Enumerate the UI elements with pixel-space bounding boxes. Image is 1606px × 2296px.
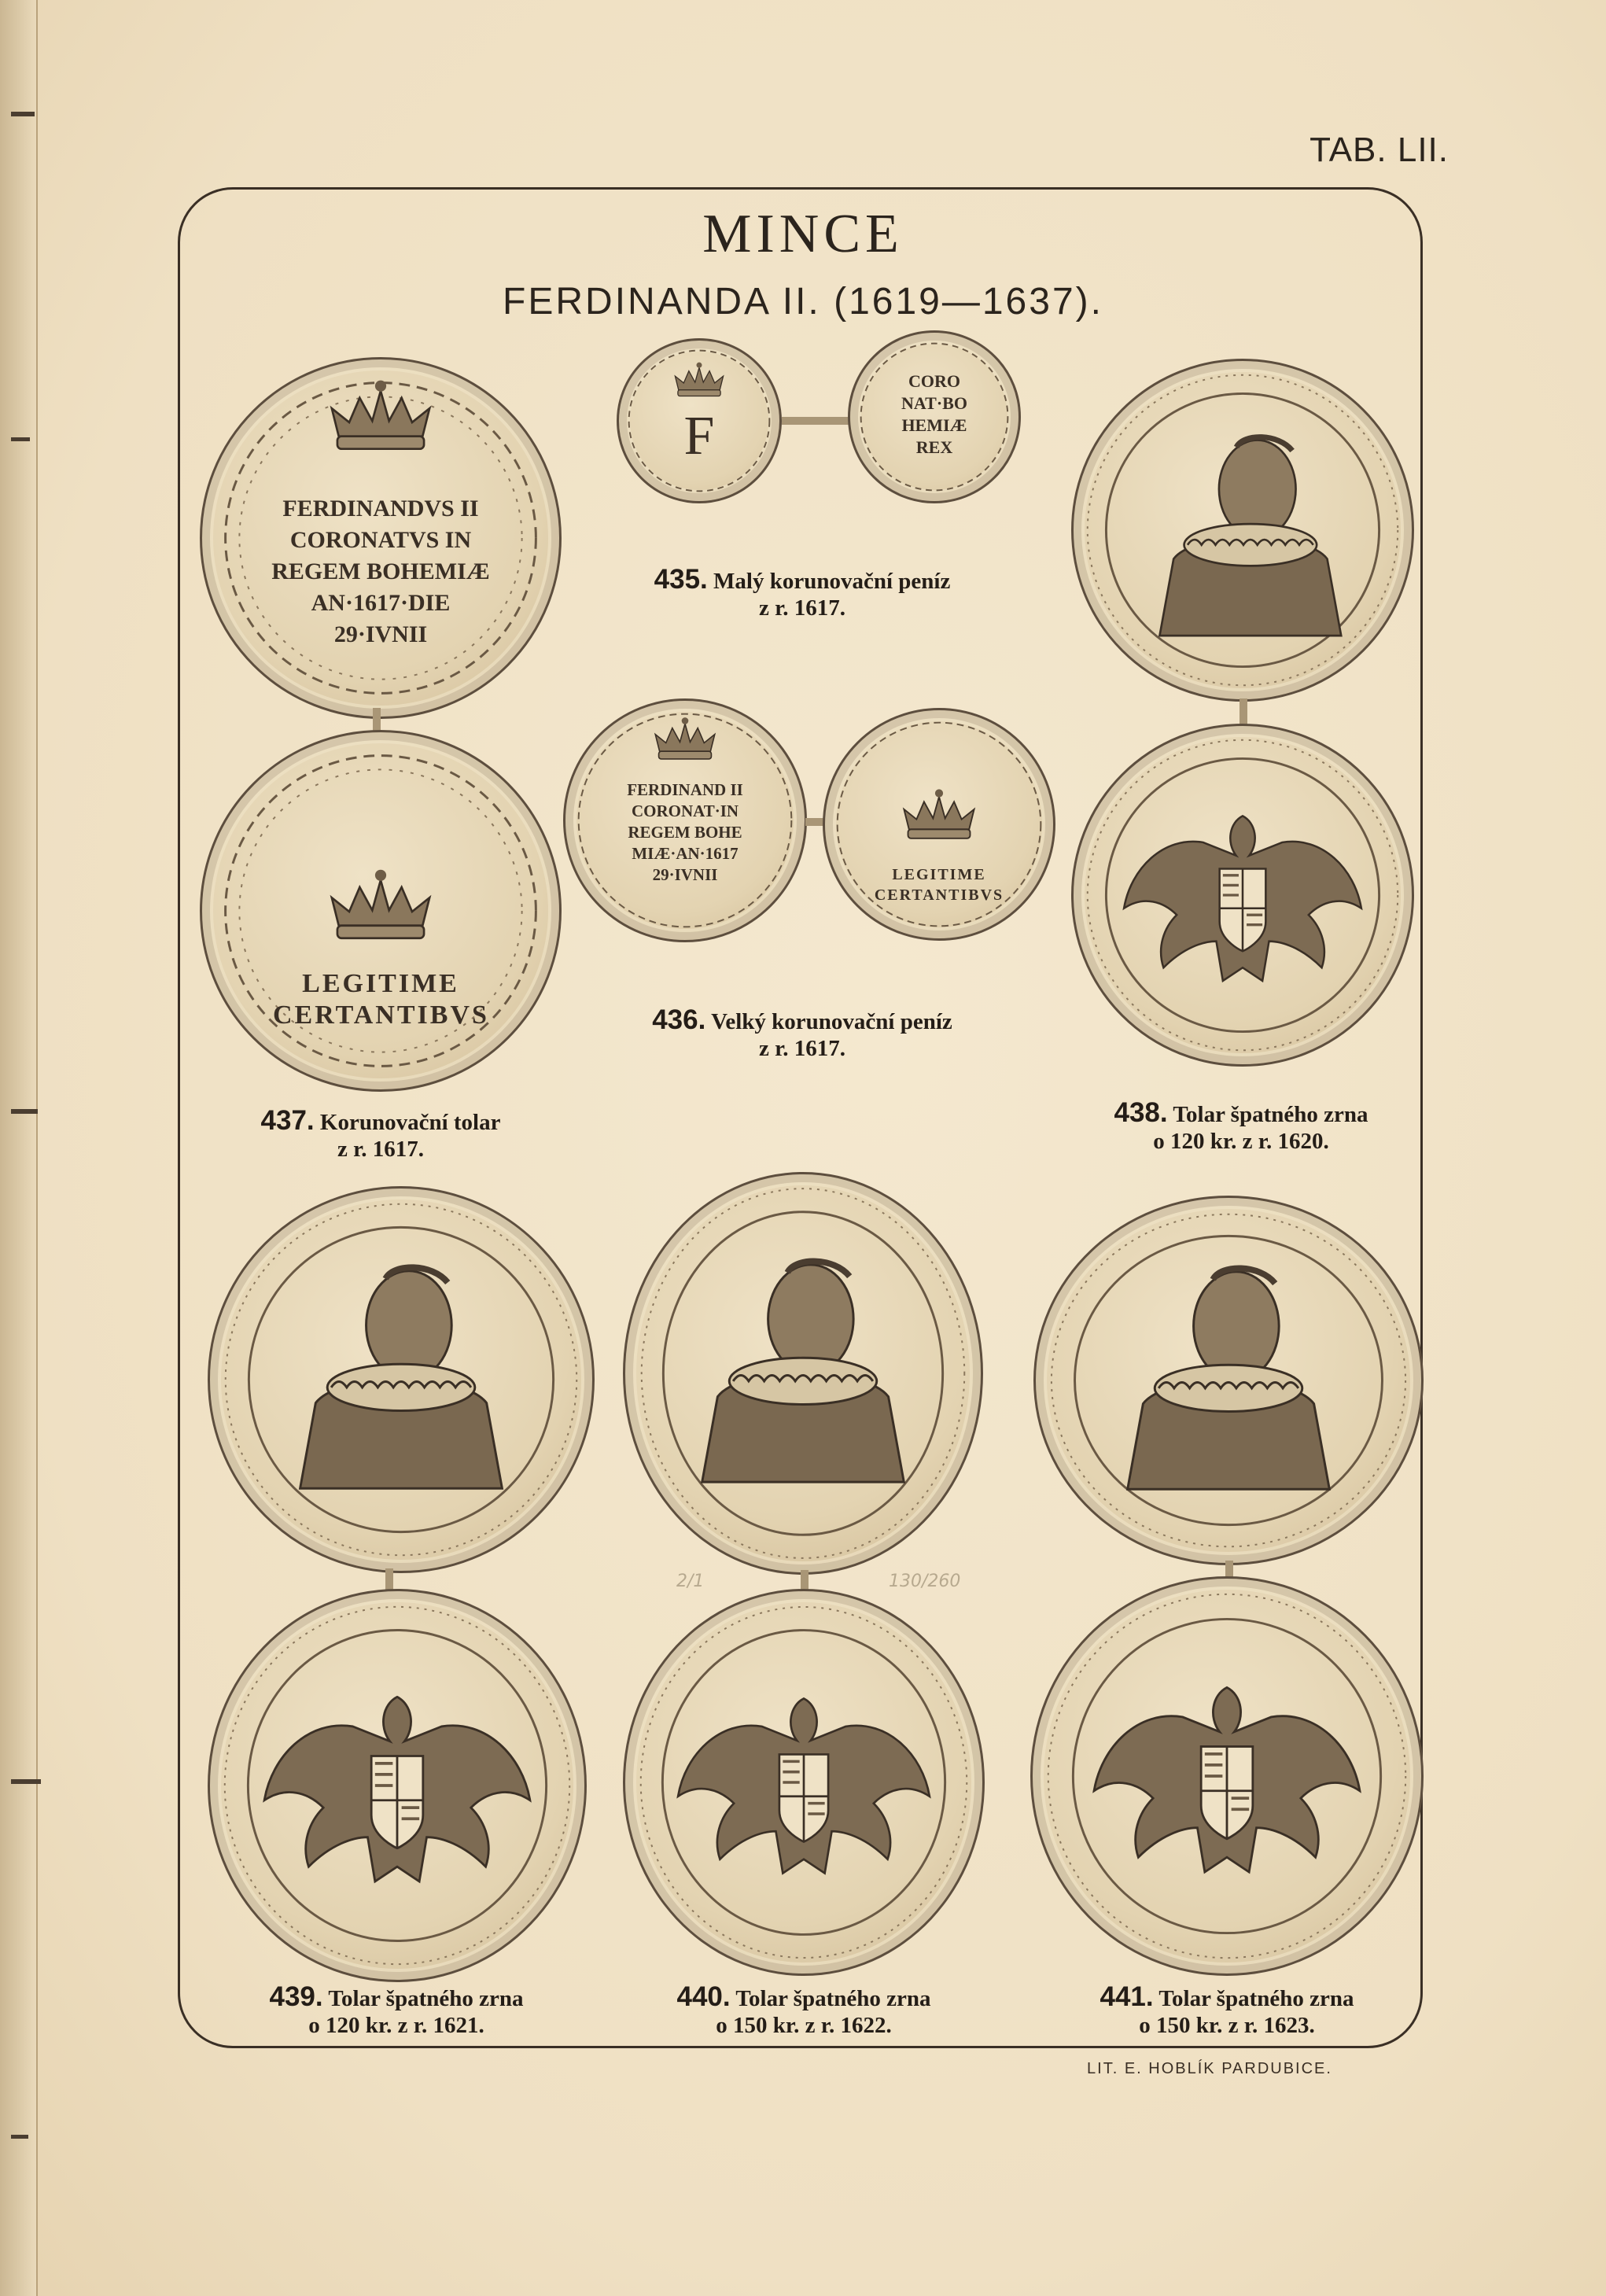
caption-437 [200,1107,562,1163]
caption-435-text: Malý korunovační peníz [713,569,951,594]
caption-441-number: 441. [1100,1981,1154,2012]
caption-437-number: 437. [260,1105,315,1136]
caption-441 [1030,1981,1424,2039]
caption-436-date: z r. 1617. [758,1036,846,1061]
coin-441-obverse [1033,1196,1424,1565]
caption-437-text: Korunovační tolar [319,1110,501,1135]
page-subtitle: FERDINANDA II. (1619—1637). [503,281,1103,322]
caption-435 [598,566,1007,621]
binding-mark [11,1779,41,1784]
coin-435-reverse-legend: CORO NAT·BO HEMIÆ REX [901,371,967,457]
ferdinand-portrait [1074,361,1412,699]
wreath-decoration [202,732,559,1089]
caption-440 [607,1981,1000,2039]
coin-connector [805,818,824,826]
double-headed-eagle-icon [1074,726,1412,1064]
coin-436-reverse-legend: LEGITIME CERTANTIBVS [874,866,1004,904]
coin-435-reverse [848,330,1021,503]
caption-439 [200,1981,593,2039]
coin-connector [782,417,849,425]
coin-438-reverse [1071,724,1414,1067]
caption-435-date: z r. 1617. [758,595,846,621]
caption-437-date: z r. 1617. [337,1137,425,1162]
binding-mark [11,112,35,116]
plate-number: TAB. LII. [1309,131,1449,169]
coin-436-reverse [823,708,1055,941]
binding-gutter [0,0,38,2296]
caption-438-text: Tolar špatného zrna [1173,1102,1368,1127]
caption-436 [598,1004,1007,1062]
coin-437-reverse-legend: LEGITIME CERTANTIBVS [273,969,489,1030]
caption-438-date: o 120 kr. z r. 1620. [1153,1129,1329,1154]
coin-435-obverse-letter: F [683,406,715,466]
caption-440-number: 440. [676,1981,731,2012]
binding-mark [11,437,30,441]
ferdinand-portrait [625,1174,981,1572]
coin-440-obverse [623,1172,983,1575]
caption-439-number: 439. [269,1981,323,2012]
caption-438-number: 438. [1114,1097,1168,1128]
printer-credit: LIT. E. HOBLÍK PARDUBICE. [1087,2060,1332,2077]
page-title: MINCE [702,204,904,264]
caption-435-number: 435. [654,564,708,595]
coin-435-obverse [617,338,782,503]
caption-438 [1060,1097,1422,1155]
caption-439-date: o 120 kr. z r. 1621. [308,2013,484,2038]
caption-441-date: o 150 kr. z r. 1623. [1139,2013,1315,2038]
caption-436-number: 436. [652,1004,706,1035]
pencil-note: 2/1 [676,1572,705,1591]
double-headed-eagle-icon [1033,1579,1421,1974]
pencil-note: 130/260 [889,1572,961,1591]
double-headed-eagle-icon [625,1591,982,1974]
coin-437-obverse-legend: FERDINANDVS II CORONATVS IN REGEM BOHEMIÆ AN·1617·DIE 29·IVNII [271,496,490,647]
double-headed-eagle-icon [210,1591,584,1980]
coin-437-obverse [200,357,562,719]
binding-mark [11,1109,38,1114]
ferdinand-portrait [210,1189,592,1571]
coin-440-reverse [623,1589,985,1976]
caption-440-date: o 150 kr. z r. 1622. [716,2013,892,2038]
caption-436-text: Velký korunovační peníz [711,1009,952,1034]
coin-438-obverse [1071,359,1414,702]
coin-436-obverse [563,698,807,942]
coin-439-reverse [208,1589,587,1982]
coin-437-reverse [200,730,562,1092]
coin-439-obverse [208,1186,595,1573]
binding-mark [11,2135,28,2139]
caption-440-text: Tolar špatného zrna [735,1986,931,2011]
coin-436-obverse-legend: FERDINAND II CORONAT·IN REGEM BOHE MIÆ·AN·1617 29·IVNII [627,780,743,884]
ferdinand-portrait [1036,1198,1421,1563]
caption-439-text: Tolar špatného zrna [328,1986,524,2011]
caption-441-text: Tolar špatného zrna [1158,1986,1354,2011]
coin-441-reverse [1030,1576,1424,1976]
